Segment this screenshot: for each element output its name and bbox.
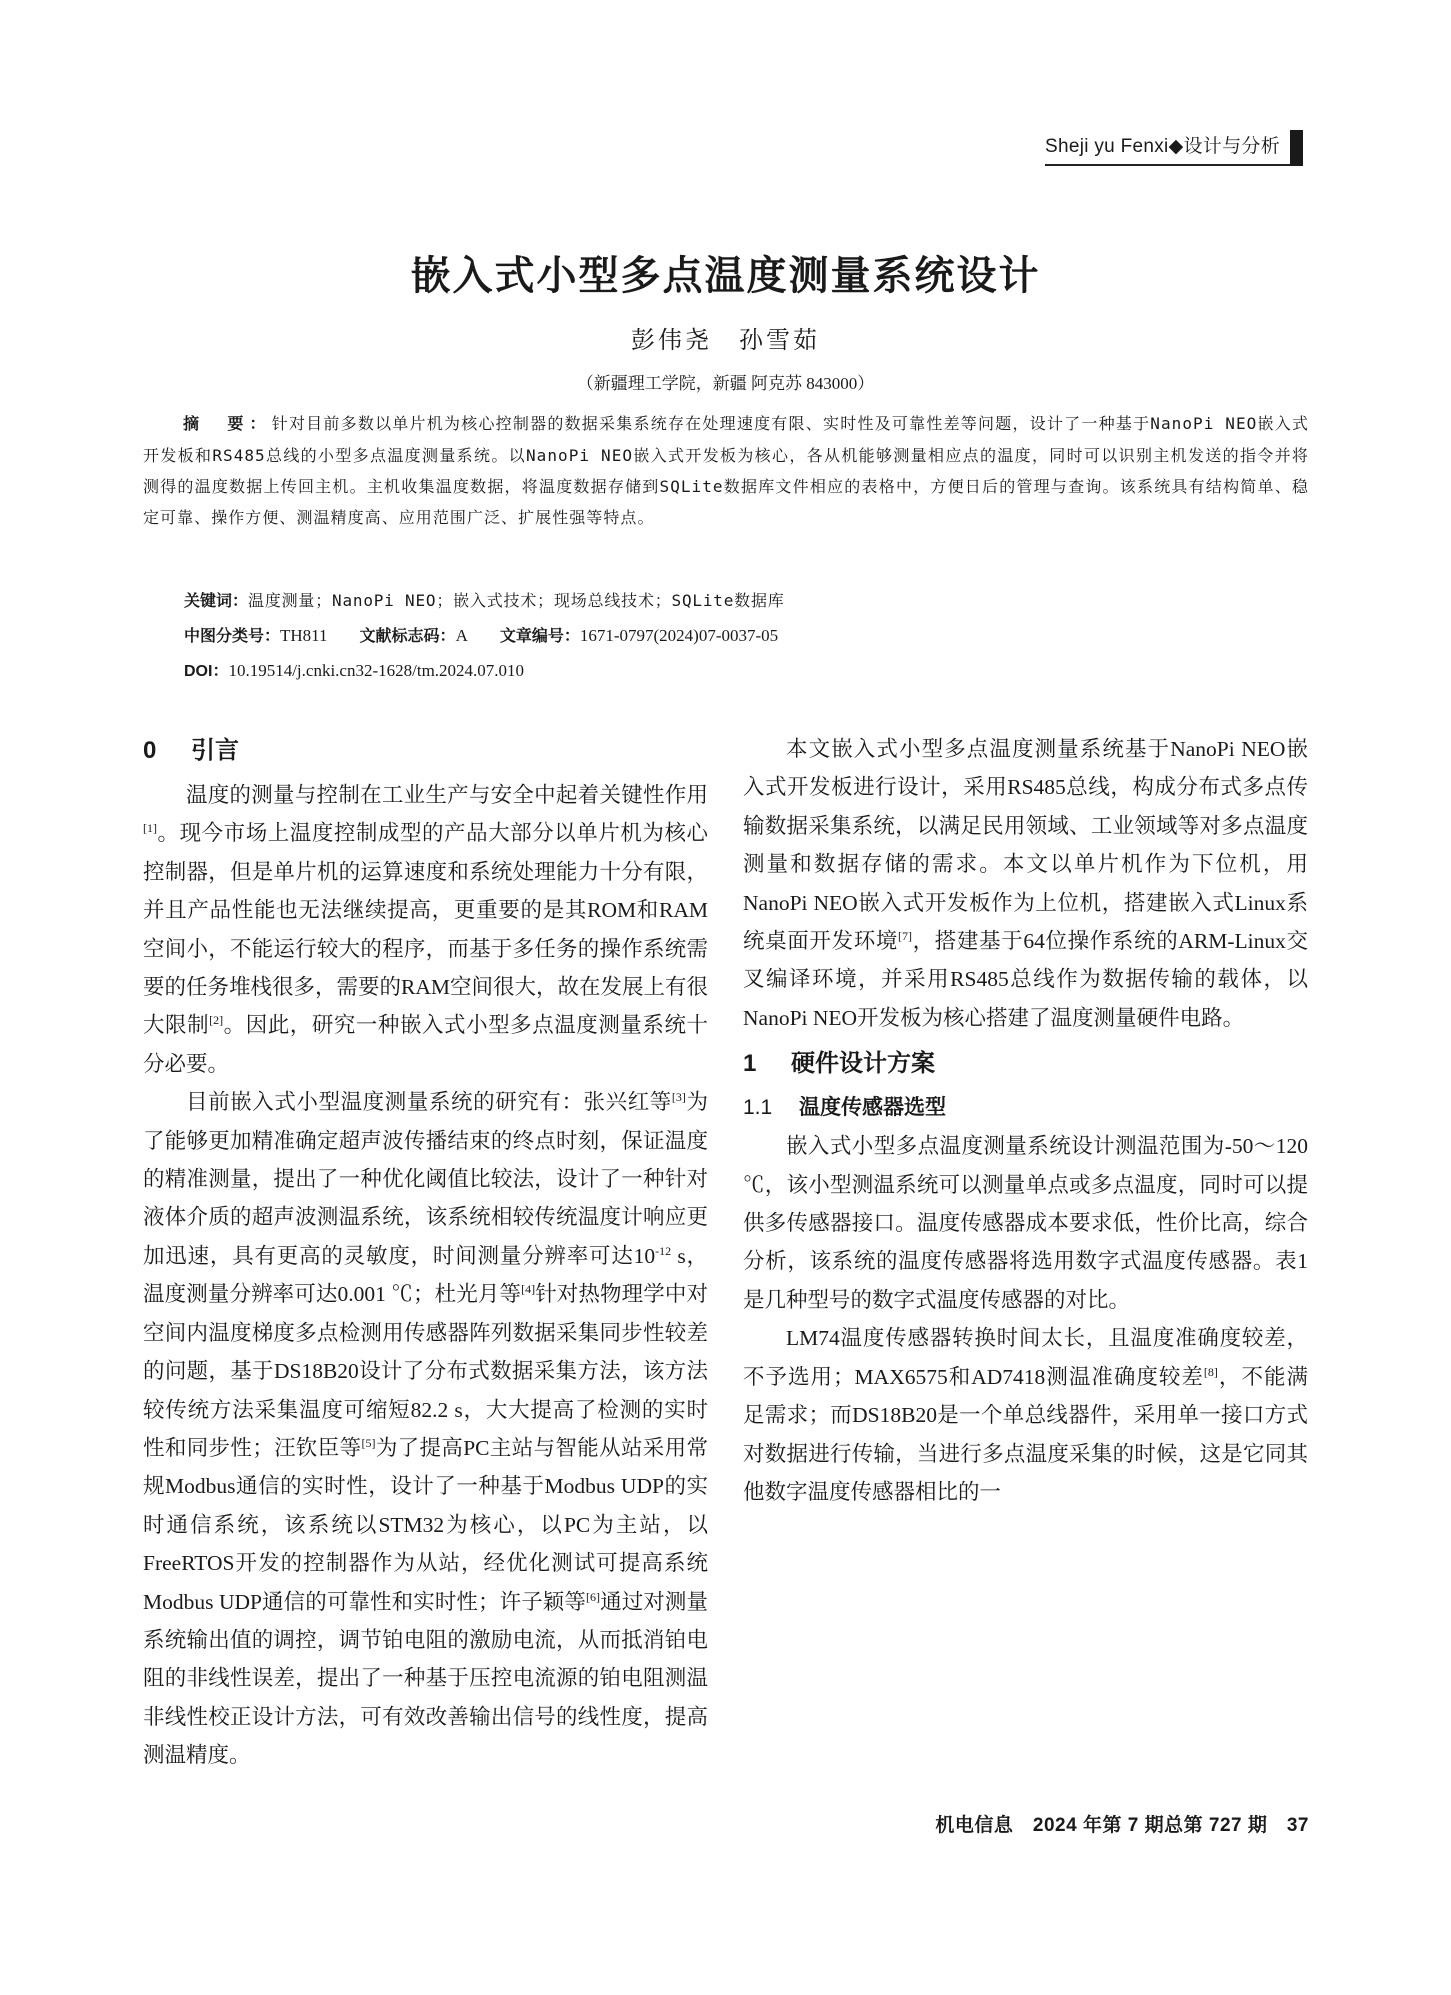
section-1-1-heading bbox=[743, 1089, 1308, 1127]
abstract-label: 摘 要： bbox=[183, 416, 272, 433]
text-run: ，不能满足需求；而DS18B20是一个单总线器件，采用单一接口方式对数据进行传输，当进行多点温度采集的时候，这是它同其他数字温度传感器相比的一 bbox=[743, 1364, 1308, 1504]
right-column bbox=[743, 730, 1308, 1511]
text-run: LM74温度传感器转换时间太长，且温度准确度较差，不予选用；MAX6575和AD7418测温准确度较差 bbox=[743, 1326, 1308, 1389]
classification-line bbox=[184, 620, 778, 652]
doi-line bbox=[184, 655, 524, 687]
text-run: 本文嵌入式小型多点温度测量系统基于NanoPi NEO嵌入式开发板进行设计，采用RS485总线，构成分布式多点传输数据采集系统，以满足民用领域、工业领域等对多点温度测量和数据存储的需求。本文以单片机作为下位机，用NanoPi NEO嵌入式开发板作为上位机，搭建嵌入式Linux系统桌面开发环境 bbox=[743, 737, 1308, 954]
sensor-paragraph-2 bbox=[743, 1319, 1308, 1511]
doc-code-label: 文献标志码： bbox=[359, 628, 456, 645]
intro-paragraph-3 bbox=[743, 730, 1308, 1037]
citation-1: [1] bbox=[143, 821, 157, 836]
text-run: 。因此，研究一种嵌入式小型多点温度测量系统十分必要。 bbox=[143, 1013, 708, 1076]
citation-5: [5] bbox=[361, 1435, 376, 1450]
page-footer: 机电信息 2024 年第 7 期总第 727 期 37 bbox=[935, 1815, 1309, 1836]
section-0-heading bbox=[143, 730, 708, 776]
section-1-title: 硬件设计方案 bbox=[791, 1050, 935, 1078]
article-number-value: 1671-0797(2024)07-0037-05 bbox=[579, 626, 779, 645]
citation-3: [3] bbox=[671, 1090, 686, 1105]
section-1-1-number: 1.1 bbox=[743, 1096, 773, 1120]
sensor-paragraph-1: 嵌入式小型多点温度测量系统设计测温范围为-50～120 ℃，该小型测温系统可以测量单点或多点温度，同时可以提供多传感器接口。温度传感器成本要求低，性价比高，综合分析，该系统的温度传感器将选用数字式温度传感器。表1是几种型号的数字式温度传感器的对比。 bbox=[743, 1134, 1308, 1312]
running-header-bar bbox=[1290, 130, 1303, 166]
clc-value: TH811 bbox=[280, 626, 328, 645]
intro-paragraph-1 bbox=[143, 776, 708, 1083]
citation-7: [7] bbox=[898, 928, 912, 943]
section-1-number: 1 bbox=[743, 1050, 757, 1078]
citation-8: [8] bbox=[1203, 1364, 1218, 1379]
keywords-text: 温度测量；NanoPi NEO；嵌入式技术；现场总线技术；SQLite数据库 bbox=[248, 591, 785, 610]
text-run: 通过对测量系统输出值的调控，调节铂电阻的激励电流，从而抵消铂电阻的非线性误差，提出了一种基于压控电流源的铂电阻测温非线性校正设计方法，可有效改善输出信号的线性度，提高测温精度。 bbox=[143, 1589, 708, 1768]
doc-code-value: A bbox=[455, 626, 468, 645]
section-1-1-title: 温度传感器选型 bbox=[799, 1096, 946, 1120]
article-number-label: 文章编号： bbox=[499, 628, 580, 645]
clc-label: 中图分类号： bbox=[184, 628, 281, 645]
text-run: 温度的测量与控制在工业生产与安全中起着关键性作用 bbox=[186, 783, 708, 807]
citation-6: [6] bbox=[586, 1589, 601, 1604]
section-1-heading bbox=[743, 1043, 1308, 1089]
text-run: 为了提高PC主站与智能从站采用常规Modbus通信的实时性，设计了一种基于Modbus UDP的实时通信系统，该系统以STM32为核心，以PC为主站，以FreeRTOS开发的控制器作为从站，经优化测试可提高系统Modbus UDP通信的可靠性和实时性；许子颖等 bbox=[143, 1435, 708, 1614]
left-column bbox=[143, 730, 708, 1775]
abstract-text: 针对目前多数以单片机为核心控制器的数据采集系统存在处理速度有限、实时性及可靠性差等问题，设计了一种基于NanoPi NEO嵌入式开发板和RS485总线的小型多点温度测量系统。以NanoPi NEO嵌入式开发板为核心，各从机能够测量相应点的温度，同时可以识别主机发送的指令并将测得的温度数据上传回主机。主机收集温度数据，将温度数据存储到SQLite数据库文件相应的表格中，方便日后的管理与查询。该系统具有结构简单、稳定可靠、操作方便、测温精度高、应用范围广泛、扩展性强等特点。 bbox=[143, 414, 1309, 527]
text-run: 针对热物理学中对空间内温度梯度多点检测用传感器阵列数据采集同步性较差的问题，基于DS18B20设计了分布式数据采集方法，该方法较传统方法采集温度可缩短82.2 s，大大提高了检测的实时性和同步性；汪钦臣等 bbox=[143, 1282, 708, 1460]
keywords-label: 关键词： bbox=[184, 593, 249, 610]
affiliation: （新疆理工学院，新疆 阿克苏 843000） bbox=[576, 374, 875, 393]
section-0-number: 0 bbox=[143, 737, 157, 764]
article-title: 嵌入式小型多点温度测量系统设计 bbox=[410, 254, 1041, 298]
doi-label: DOI： bbox=[184, 663, 229, 680]
intro-paragraph-2 bbox=[143, 1083, 708, 1774]
doi-value: 10.19514/j.cnki.cn32-1628/tm.2024.07.010 bbox=[228, 661, 525, 680]
keywords bbox=[184, 585, 785, 617]
citation-2: [2] bbox=[209, 1013, 224, 1028]
citation-4: [4] bbox=[521, 1282, 536, 1297]
abstract bbox=[143, 408, 1309, 533]
exponent: -12 bbox=[655, 1243, 672, 1258]
section-0-title: 引言 bbox=[191, 737, 239, 764]
text-run: 为了能够更加精准确定超声波传播结束的终点时刻，保证温度的精准测量，提出了一种优化阈值比较法，设计了一种针对液体介质的超声波测温系统，该系统相较传统温度计响应更加迅速，具有更高的灵敏度，时间测量分辨率可达10 bbox=[143, 1090, 708, 1268]
text-run: s，温度测量分辨率可达0.001 ℃；杜光月等 bbox=[143, 1243, 708, 1307]
authors: 彭伟尧 孙雪茹 bbox=[631, 326, 820, 354]
running-header bbox=[1045, 128, 1303, 168]
text-run: 。现今市场上温度控制成型的产品大部分以单片机为核心控制器，但是单片机的运算速度和系统处理能力十分有限，并且产品性能也无法继续提高，更重要的是其ROM和RAM空间小，不能运行较大的程序，而基于多任务的操作系统需要的任务堆栈很多，需要的RAM空间很大，故在发展上有很大限制 bbox=[143, 821, 708, 1038]
running-header-text: Sheji yu Fenxi◆设计与分析 bbox=[1045, 131, 1290, 166]
text-run: 目前嵌入式小型温度测量系统的研究有：张兴红等 bbox=[186, 1090, 672, 1115]
text-run: ，搭建基于64位操作系统的ARM-Linux交叉编译环境，并采用RS485总线作为数据传输的载体，以NanoPi NEO开发板为核心搭建了温度测量硬件电路。 bbox=[743, 929, 1308, 1030]
